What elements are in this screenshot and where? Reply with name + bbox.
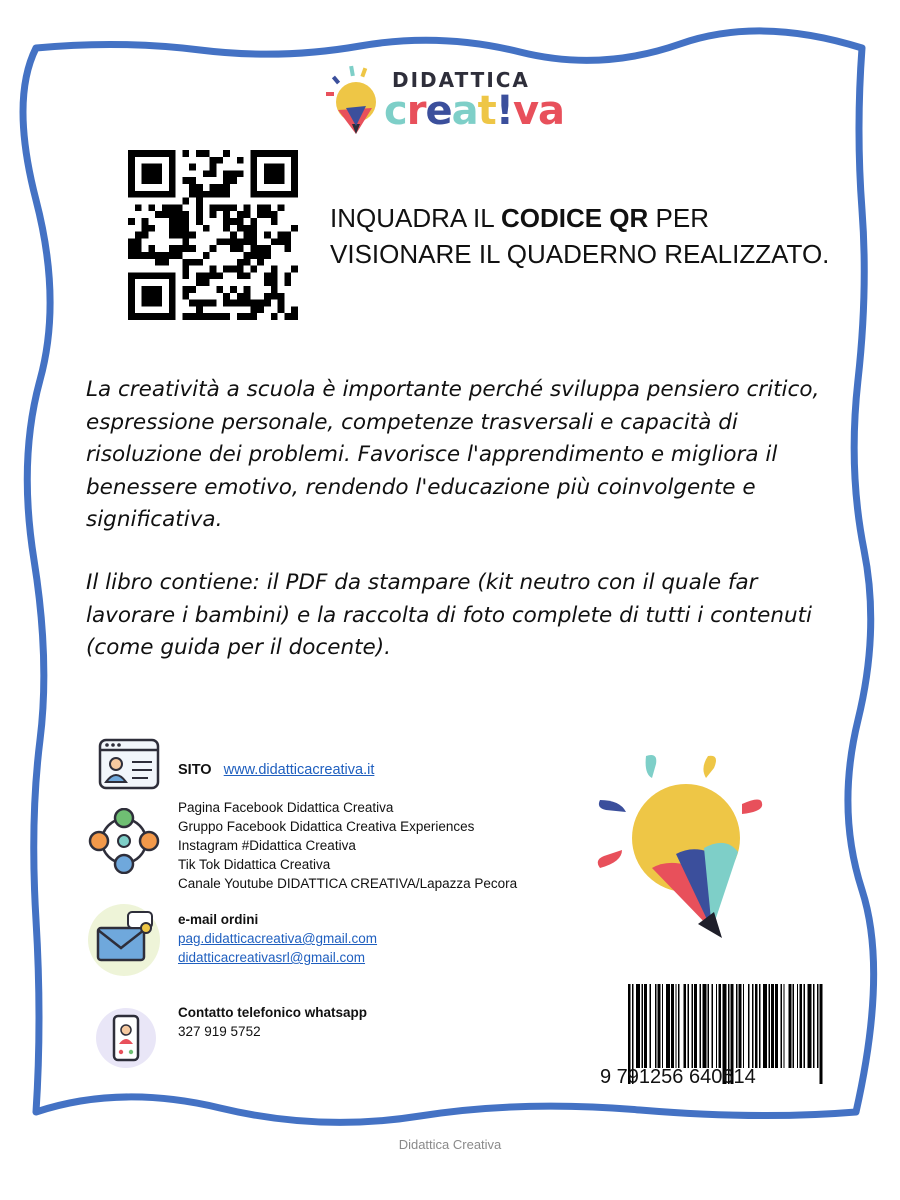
phone-block [178,1003,367,1041]
brand-logo [322,62,572,144]
email-link-2[interactable]: didatticacreativasrl@gmail.com [178,950,366,965]
phone-label: Contatto telefonico whatsapp [178,1005,367,1020]
barcode-bar [755,984,758,1068]
social-facebook-group: Gruppo Facebook Didattica Creativa Experiences [178,819,475,834]
barcode-bar [781,984,782,1068]
phone-number: 327 919 5752 [178,1024,261,1039]
barcode-bar [763,984,767,1068]
isbn-number: 9 791256 640614 [600,1066,756,1088]
barcode-bar [718,984,721,1068]
barcode-bar [759,984,760,1068]
page-footer: Didattica Creativa [398,1137,502,1152]
social-tiktok: Tik Tok Didattica Creativa [178,857,331,872]
site-label: SITO [178,762,212,778]
barcode-bar [783,984,784,1068]
barcode-bar [712,984,713,1068]
barcode-bar [716,984,717,1068]
barcode-bar [752,984,753,1068]
barcode-bar [775,984,778,1068]
barcode-bar [793,984,794,1068]
barcode-bar [642,984,643,1068]
email-block [178,910,377,967]
barcode-bar [813,984,814,1068]
email-icon [84,900,164,980]
barcode-bar [655,984,656,1068]
logo-top-text: DIDATTICA [392,68,530,92]
creativity-paragraph: La creatività a scuola è importante perché sviluppa pensiero critico, espressione personale, competenze trasversali e capacità di risoluzione dei problemi. Favorisce l'apprendimento e migliora il benessere emotivo, rendendo l'educazione più coinvolgente e significativa. [86,377,820,532]
site-line [178,761,374,780]
barcode-bar [658,984,661,1068]
barcode-bar [748,984,749,1068]
email-label: e-mail ordini [178,912,259,927]
barcode-bar [804,984,805,1068]
barcode-bar [702,984,706,1068]
barcode-bar [799,984,802,1068]
barcode-bar [662,984,663,1068]
barcode-bar [691,984,692,1068]
barcode-bar [650,984,651,1068]
book-contents-paragraph: Il libro contiene: il PDF da stampare (kit neutro con il quale far lavorare i bambini) e la raccolta di foto complete di tutti i contenuti (come guida per il docente). [86,570,812,660]
barcode-bar [671,984,674,1068]
barcode-bar [694,984,697,1068]
website-icon [98,738,160,790]
barcode-bar [743,984,744,1068]
social-list [178,798,517,893]
barcode-bar [817,984,818,1068]
barcode-bar [678,984,679,1068]
barcode-bar [700,984,701,1068]
barcode-bar [636,984,640,1068]
qr-instruction: INQUADRA IL CODICE QR PER VISIONARE IL QUADERNO REALIZZATO. [330,203,830,269]
social-facebook-page: Pagina Facebook Didattica Creativa [178,800,394,815]
barcode-bar [708,984,709,1068]
logo-bulb-icon [322,62,392,144]
barcode-bar [666,984,670,1068]
phone-icon [92,1004,160,1072]
barcode-bar [739,984,742,1068]
qr-code[interactable] [128,150,298,320]
barcode-bar [675,984,676,1068]
barcode-bar [771,984,774,1068]
barcode-bar [808,984,812,1068]
barcode-bar [789,984,792,1068]
social-network-icon [86,808,162,874]
barcode-bar [768,984,769,1068]
lightbulb-illustration [592,752,782,952]
barcode-bar [683,984,686,1068]
logo-word: creat!va [384,88,565,134]
social-instagram: Instagram #Didattica Creativa [178,838,356,853]
barcode-bar [797,984,798,1068]
site-link[interactable]: www.didatticacreativa.it [223,762,375,778]
social-youtube: Canale Youtube DIDATTICA CREATIVA/Lapazza Pecora [178,876,518,891]
barcode-bar [687,984,688,1068]
barcode-bar [736,984,737,1068]
barcode-bar [644,984,647,1068]
email-link-1[interactable]: pag.didatticacreativa@gmail.com [178,931,378,946]
